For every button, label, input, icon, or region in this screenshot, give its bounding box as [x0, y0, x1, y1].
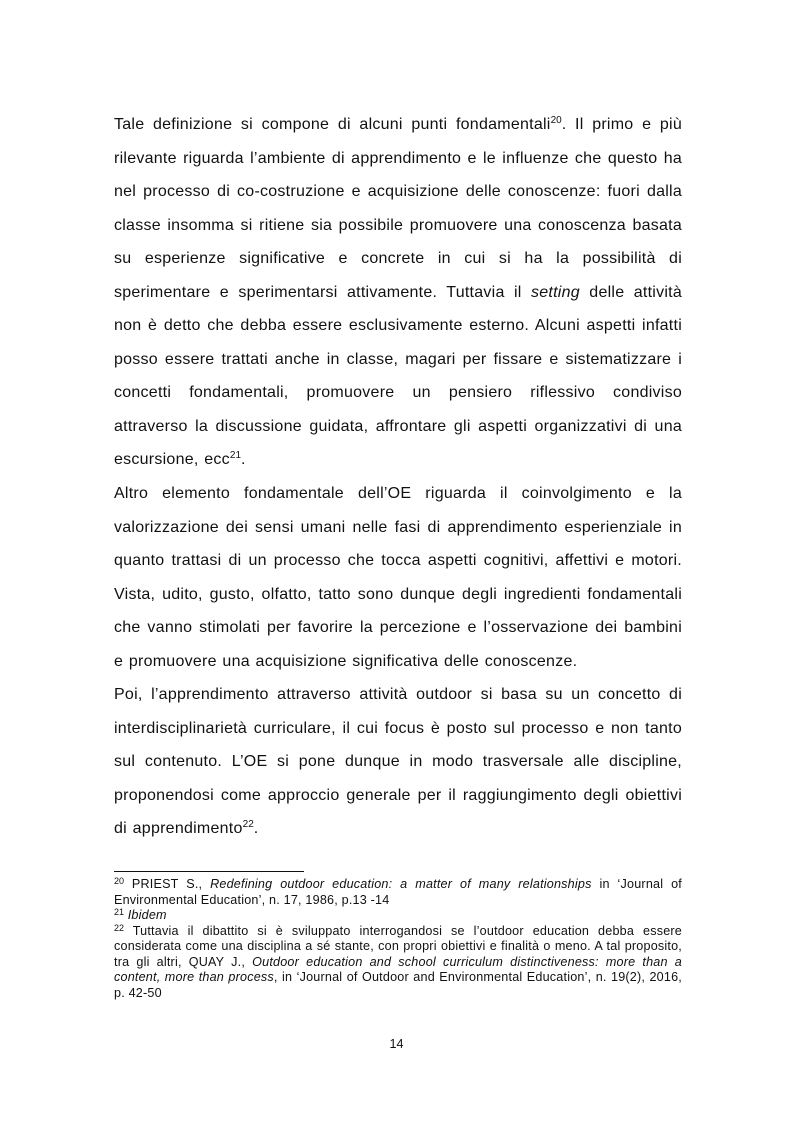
paragraph-1-text-b: . Il primo e più rilevante riguarda l’ambiente di apprendimento e le influenze che questo ha nel processo di co-costruzione e acquisizione delle conoscenze: fuori dalla classe insomma si ritiene sia possibile promuovere una conoscenza basata su esperienze significative e concrete in cui si ha la possibilità di sperimentare e sperimentarsi attivamente. Tuttavia il — [114, 116, 682, 301]
footnote-number: 22 — [114, 922, 125, 933]
footnote-20 — [114, 877, 682, 908]
footnote-title: Redefining outdoor education: a matter of many relationships — [210, 877, 592, 891]
paragraph-3-text-a: Poi, l’apprendimento attraverso attività outdoor si basa su un concetto di interdisciplinarietà curriculare, il cui focus è posto sul processo e non tanto sul contenuto. L’OE si pone dunque in modo trasversale alle discipline, proponendosi come approccio generale per il raggiungimento degli obiettivi di apprendimento — [114, 686, 682, 838]
paragraph-1 — [114, 108, 682, 477]
paragraph-1-emphasis: setting — [531, 283, 580, 301]
footnotes — [114, 877, 682, 1001]
paragraph-1-text-a: Tale definizione si compone di alcuni punti fondamentali — [114, 116, 551, 133]
footnote-ref-21[interactable]: 21 — [229, 450, 242, 462]
footnote-ref-20[interactable]: 20 — [550, 115, 562, 126]
paragraph-1-text-d: . — [241, 451, 246, 469]
footnote-title: Ibidem — [124, 908, 167, 922]
paragraph-2: Altro elemento fondamentale dell’OE riguarda il coinvolgimento e la valorizzazione dei sensi umani nelle fasi di apprendimento esperienziale in quanto trattasi di un processo che tocca aspetti cognitivi, affettivi e motori. Vista, udito, gusto, olfatto, tatto sono dunque degli ingredienti fondamentali che vanno stimolati per favorire la percezione e l’osservazione dei bambini e promuovere una acquisizione significativa delle conoscenze. — [114, 485, 682, 670]
footnote-text: in ‘Journal of Environmental Education’, n. 17, 1986, p.13 -14 — [114, 877, 683, 907]
footnote-text: PRIEST S., — [124, 877, 211, 891]
paragraph-3 — [114, 678, 682, 846]
footnote-number: 21 — [114, 907, 125, 917]
footnote-title: Outdoor education and school curriculum distinctiveness: more than a content, more than process — [114, 954, 682, 984]
footnote-text: , in ‘Journal of Outdoor and Environmental Education’, n. 19(2), 2016, p. 42-50 — [114, 970, 682, 1000]
paragraph-1-text-c: delle attività non è detto che debba essere esclusivamente esterno. Alcuni aspetti infatti posso essere trattati anche in classe, magari per fissare e sistematizzare i concetti fondamentali, promuovere un pensiero riflessivo condiviso attraverso la discussione guidata, affrontare gli aspetti organizzativi di una escursione, ecc — [114, 283, 683, 469]
footnote-separator — [114, 871, 304, 872]
footnote-number: 20 — [114, 876, 125, 886]
page-number: 14 — [389, 1037, 404, 1051]
paragraph-3-text-b: . — [253, 820, 259, 838]
body-text — [114, 108, 682, 846]
footnote-text: Tuttavia il dibattito si è sviluppato interrogandosi se l’outdoor education debba essere considerata come una disciplina a sé stante, con propri obiettivi e finalità o meno. A tal proposito, tra gli altri, QUAY J., — [114, 923, 682, 969]
footnote-ref-22[interactable]: 22 — [242, 819, 254, 831]
footnote-22 — [114, 924, 682, 1002]
footnote-21 — [114, 908, 682, 924]
